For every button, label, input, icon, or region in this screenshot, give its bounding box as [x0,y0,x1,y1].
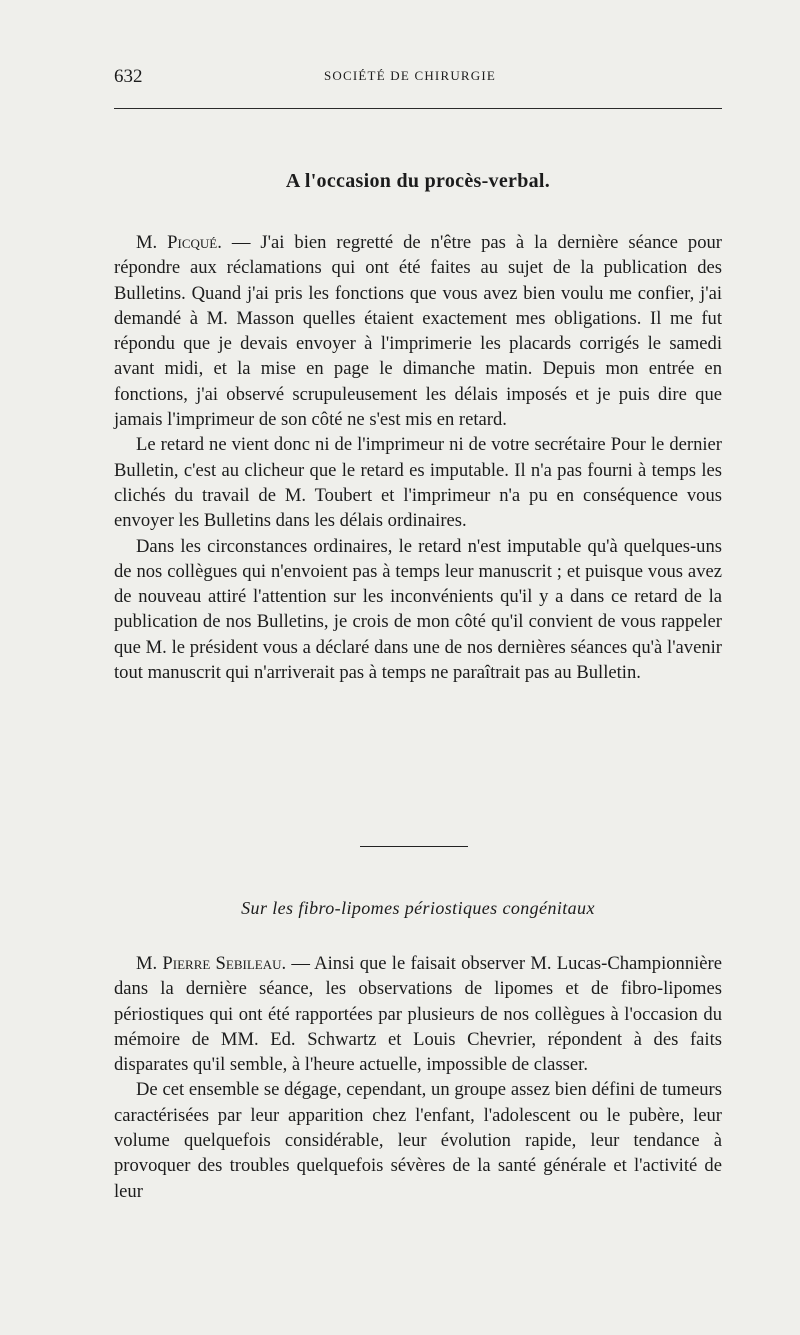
running-head [114,66,722,90]
header-rule [114,108,722,109]
paragraph: Dans les circonstances ordinaires, le retard n'est imputable qu'à quelques-uns de nos collègues qui n'envoient pas à temps leur manuscrit ; et puisque vous avez de nouveau attiré l'attention sur les inconvénients qu'il y a dans ce retard de la publication de nos Bulletins, je crois de mon côté qu'il convient de vous rappeler que M. le président vous a déclaré dans une de nos dernières séances qu'à l'avenir tout manuscrit qui n'arriverait pas à temps ne paraîtrait pas au Bulletin. [114,535,722,684]
section-title-fibro-lipomes: Sur les fibro-lipomes périostiques congénitaux [241,898,595,918]
paragraph: Le retard ne vient donc ni de l'imprimeur ni de votre secrétaire Pour le dernier Bulletin, c'est au clicheur que le retard es imputable. Il n'a pas fourni à temps les clichés du travail de M. Toubert et l'imprimeur n'a pu en conséquence vous envoyer les Bulletins dans les délais ordinaires. [114,434,722,532]
section-separator [360,846,468,847]
paragraph-text: — J'ai bien regretté de n'être pas à la dernière séance pour répondre aux réclamations qui ont été faites au sujet de la publication des Bulletins. Quand j'ai pris les fonctions que vous avez bien voulu me confier, j'ai demandé à M. Masson quelles étaient exactement mes obligations. Il me fut répondu que je devais envoyer à l'imprimerie les placards corrigés le samedi avant midi, et la mise en page le dimanche matin. Depuis mon entrée en fonctions, j'ai observé scrupuleusement les délais imposés et je puis dire que jamais l'imprimeur de son côté ne s'est mis en retard. [114,232,722,431]
paragraph [114,951,722,1077]
section-title-proces-verbal: A l'occasion du procès-verbal. [285,170,551,192]
journal-title: SOCIÉTÉ DE CHIRURGIE [324,68,497,83]
paragraph [114,230,722,432]
page-number: 632 [114,66,143,87]
paragraph: De cet ensemble se dégage, cependant, un groupe assez bien défini de tumeurs caractérisées par leur apparition chez l'enfant, l'adolescent ou le pubère, leur volume quelquefois considérable, leur évolution rapide, leur tendance à provoquer des troubles quelquefois sévères de la santé générale et l'activité de leur [114,1079,722,1202]
paragraph-text: — Ainsi que le faisait observer M. Lucas-Championnière dans la dernière séance, les observations de lipomes et de fibro-lipomes périostiques qui ont été rapportées par plusieurs de nos collègues à l'occasion du mémoire de MM. Ed. Schwartz et Louis Chevrier, répondent à des faits disparates qu'il semble, à l'heure actuelle, impossible de classer. [114,953,722,1076]
speaker-name: M. Picqué. [136,232,222,253]
section-body-proces-verbal [114,230,722,685]
section-body-fibro-lipomes [114,951,722,1204]
speaker-name: M. Pierre Sebileau. [136,953,287,974]
